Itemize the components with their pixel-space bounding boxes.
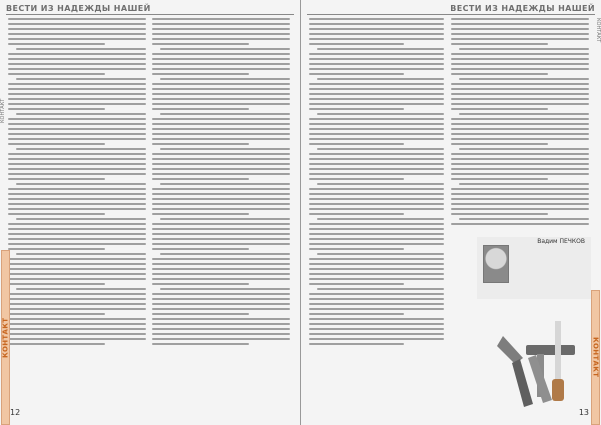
tools-illustration: [485, 301, 591, 422]
left-page: [0, 0, 300, 425]
left-page-header-title: ВЕСТИ ИЗ НАДЕЖДЫ НАШЕЙ: [6, 4, 151, 13]
left-page-header: [6, 3, 294, 15]
right-page-header-title: ВЕСТИ ИЗ НАДЕЖДЫ НАШЕЙ: [450, 4, 595, 13]
screwdriver-icon: [552, 321, 564, 401]
author-photo-caption: Вадим ПЕЧКОВ: [537, 238, 585, 245]
left-page-side-mark: КОНТАКТ: [0, 98, 6, 123]
right-page-side-tab: КОНТАКТ: [591, 290, 600, 425]
right-page: [301, 0, 601, 425]
right-page-side-mark: КОНТАКТ: [595, 18, 601, 43]
right-page-number: 13: [578, 408, 589, 417]
right-page-column-1: [309, 18, 444, 403]
left-page-column-1: [8, 18, 146, 403]
left-page-column-2: [152, 18, 290, 403]
right-page-header: [307, 3, 595, 15]
author-portrait: [483, 245, 509, 283]
right-page-column-2: [451, 18, 589, 231]
left-page-number: 12: [10, 408, 21, 417]
left-page-side-tab: КОНТАКТ: [1, 250, 10, 425]
author-photo-box: [477, 237, 591, 299]
